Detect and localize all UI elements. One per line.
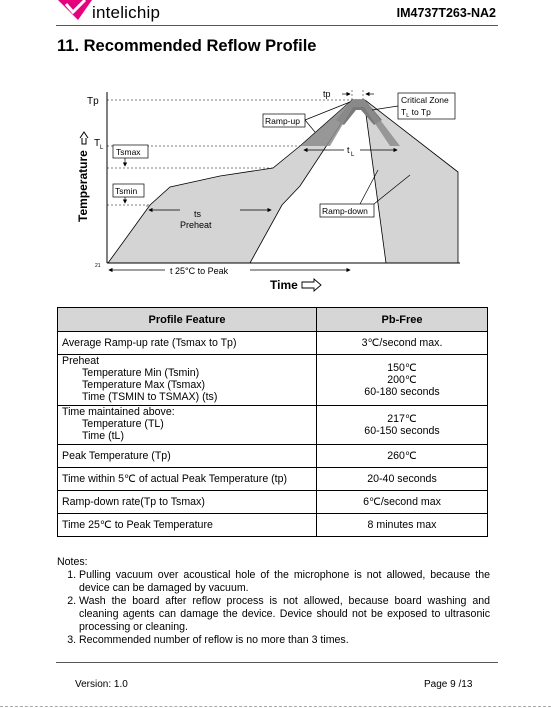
table-cell-value: 260℃ [317,445,488,468]
table-cell-value: 200℃ [387,374,417,386]
table-cell-subfeature: Temperature Min (Tsmin) [82,367,200,379]
x-axis-title: Time [270,278,298,292]
table-cell-value: 60-180 seconds [364,386,440,398]
table-cell-value: 217℃ [387,413,417,425]
y-min-label: 21 [95,263,101,269]
tl-axis-sub: L [100,145,104,151]
column-header-feature: Profile Feature [58,308,317,332]
note-item: 2. Wash the board after reflow process is not allowed, because board washing and cleaning agents can damage the device. Device should not be exposed to ultrasonic processing or cleaning. [79,595,490,634]
table-cell-feature: Preheat [62,355,100,367]
tl-axis-label: T [94,138,101,149]
table-cell-subfeature: Time (tL) [82,430,124,442]
reflow-profile-diagram [60,80,480,300]
brand-name: intelichip [92,3,161,22]
ts-label: ts [194,209,202,219]
tp-time-label: tp [323,89,331,99]
y-axis-title: Temperature [76,150,90,222]
table-cell-value: 60-150 seconds [364,425,440,437]
critical-zone-label: Critical Zone [401,95,449,105]
ramp-up-pointer-1 [305,120,315,132]
table-cell-feature: Time maintained above: [62,406,175,418]
column-header-value: Pb-Free [317,308,488,332]
reflow-profile-table [57,307,488,537]
table-cell-feature: Time within 5℃ of actual Peak Temperature (tp) [58,468,317,491]
note-item: 1. Pulling vacuum over acoustical hole of the microphone is not allowed, because the device can be damaged by vacuum. [79,569,490,595]
page-number: Page 9 /13 [424,679,473,690]
critical-zone-range: $T_L$ to Tp [401,107,431,119]
table-cell-value: 8 minutes max [317,514,488,537]
tp-axis-label: Tp [87,96,99,107]
up-arrow-icon [80,132,88,144]
document-id: IM4737T263-NA2 [396,6,496,20]
table-cell-feature: Average Ramp-up rate (Tsmax to Tp) [58,332,317,355]
table-row [58,491,488,514]
notes-title: Notes: [57,556,88,568]
table-cell-subfeature: Time (TSMIN to TSMAX) (ts) [82,391,218,403]
table-row [58,468,488,491]
page-header [0,0,551,26]
table-cell-subfeature: Temperature (TL) [82,418,164,430]
table-row [58,355,488,406]
table-cell-value: 6℃/second max [317,491,488,514]
table-cell-subfeature: Temperature Max (Tsmax) [82,379,206,391]
version-label: Version: 1.0 [75,679,128,690]
table-cell-feature: Time 25℃ to Peak Temperature [58,514,317,537]
notes-section [57,556,490,647]
table-cell-value: 20-40 seconds [317,468,488,491]
table-cell-feature: Ramp-down rate(Tp to Tsmax) [58,491,317,514]
table-cell-feature: Peak Temperature (Tp) [58,445,317,468]
page-bottom-edge [0,706,551,707]
notes-list [57,569,490,647]
table-cell-value: 150℃ [387,362,417,374]
tsmax-label: Tsmax [116,147,141,157]
table-row [58,514,488,537]
tl-time-label: t [347,145,350,155]
section-title: 11. Recommended Reflow Profile [57,37,317,55]
tl-time-sub: L [351,152,355,158]
intelichip-logo-icon [58,0,92,24]
tsmin-label: Tsmin [115,186,138,196]
footer-divider [56,662,498,663]
table-row [58,332,488,355]
table-row [58,406,488,445]
ramp-down-label: Ramp-down [322,206,368,216]
peak-time-label: t 25°C to Peak [170,266,229,276]
right-arrow-icon [302,279,321,291]
header-divider [56,25,498,26]
preheat-label: Preheat [180,220,212,230]
table-cell-value: 3℃/second max. [317,332,488,355]
note-item: 3. Recommended number of reflow is no more than 3 times. [79,634,490,647]
table-row [58,445,488,468]
ramp-up-label: Ramp-up [265,116,300,126]
